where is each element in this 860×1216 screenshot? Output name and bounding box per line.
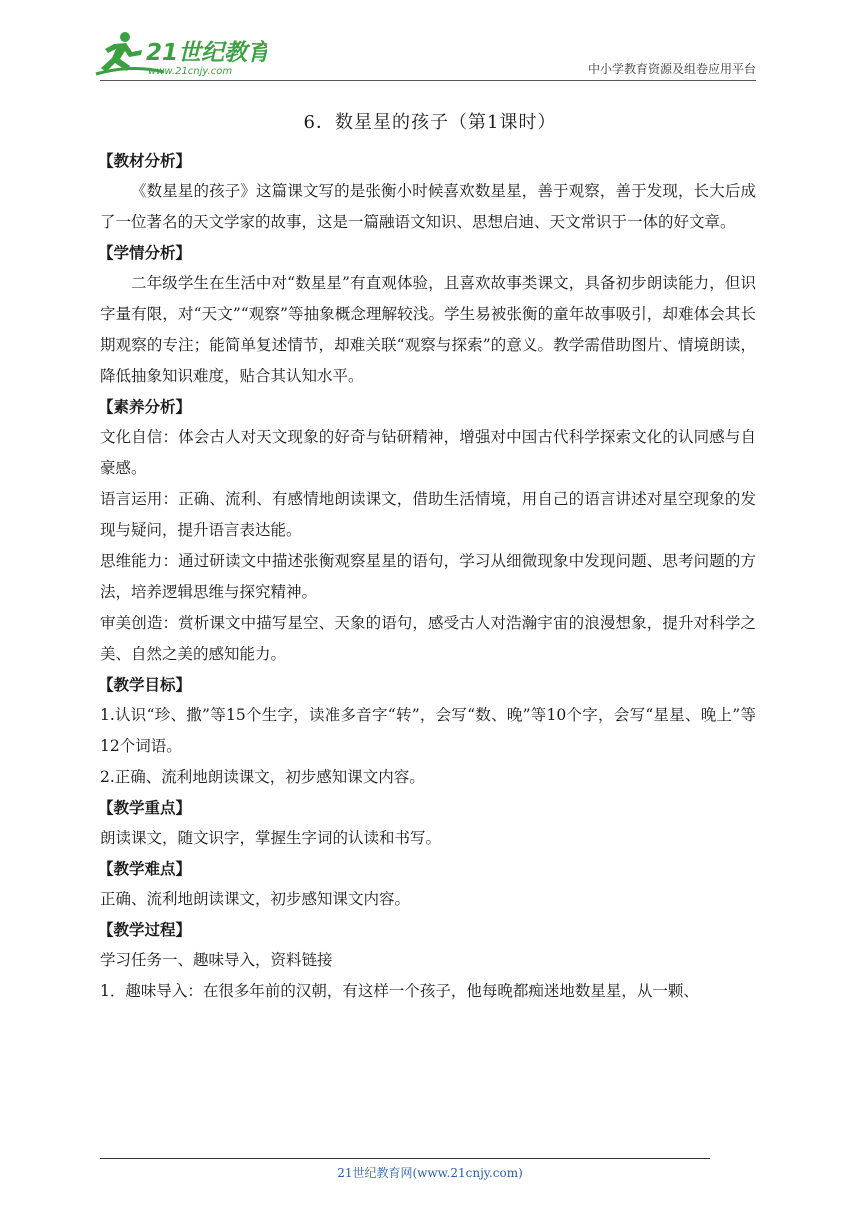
paragraph: 审美创造：赏析课文中描写星空、天象的语句，感受古人对浩瀚宇宙的浪漫想象，提升对科学之美、自然之美的感知能力。 bbox=[100, 614, 756, 663]
footer-divider bbox=[100, 1158, 710, 1159]
site-logo bbox=[92, 28, 267, 78]
paragraph: 二年级学生在生活中对“数星星”有直观体验，且喜欢故事类课文，具备初步朗读能力，但识字量有限，对“天文”“观察”等抽象概念理解较浅。学生易被张衡的童年故事吸引，却难体会其长期观察的专注；能简单复述情节，却难关联“观察与探索”的意义。教学需借助图片、情境朗读，降低抽象知识难度，贴合其认知水平。 bbox=[100, 274, 756, 385]
platform-name: 中小学教育资源及组卷应用平台 bbox=[587, 62, 756, 76]
header-divider bbox=[100, 80, 756, 81]
section-heading-material: 【教材分析】 bbox=[98, 152, 192, 170]
svg-text:www.21cnjy.com: www.21cnjy.com bbox=[148, 66, 233, 77]
svg-text:21世纪教育: 21世纪教育 bbox=[146, 40, 267, 66]
section-heading-process: 【教学过程】 bbox=[98, 921, 192, 939]
paragraph: 文化自信：体会古人对天文现象的好奇与钻研精神，增强对中国古代科学探索文化的认同感与自豪感。 bbox=[100, 428, 756, 477]
paragraph: 《数星星的孩子》这篇课文写的是张衡小时候喜欢数星星，善于观察，善于发现，长大后成了一位著名的天文学家的故事，这是一篇融语文知识、思想启迪、天文常识于一体的好文章。 bbox=[100, 182, 756, 231]
section-heading-objectives: 【教学目标】 bbox=[98, 676, 192, 694]
lesson-content bbox=[100, 146, 756, 1007]
page-title: 6．数星星的孩子（第1课时） bbox=[303, 112, 557, 133]
page-header bbox=[0, 0, 860, 84]
section-heading-students: 【学情分析】 bbox=[98, 244, 192, 262]
paragraph: 语言运用：正确、流利、有感情地朗读课文，借助生活情境，用自己的语言讲述对星空现象的发现与疑问，提升语言表达能。 bbox=[100, 490, 756, 539]
paragraph: 1.认识“珍、撒”等15个生字，读准多音字“转”，会写“数、晚”等10个字，会写“星星、晚上”等12个词语。 bbox=[100, 706, 756, 755]
paragraph: 朗读课文，随文识字，掌握生字词的认读和书写。 bbox=[100, 829, 442, 847]
runner-logo-icon bbox=[92, 28, 267, 78]
page-footer[interactable]: 21世纪教育网(www.21cnjy.com) bbox=[337, 1166, 523, 1180]
section-heading-key-points: 【教学重点】 bbox=[98, 799, 192, 817]
paragraph: 2.正确、流利地朗读课文，初步感知课文内容。 bbox=[100, 768, 425, 786]
paragraph: 正确、流利地朗读课文，初步感知课文内容。 bbox=[100, 890, 411, 908]
paragraph: 思维能力：通过研读文中描述张衡观察星星的语句，学习从细微现象中发现问题、思考问题的方法，培养逻辑思维与探究精神。 bbox=[100, 552, 756, 601]
paragraph: 学习任务一、趣味导入，资料链接 bbox=[100, 951, 333, 969]
section-heading-literacy: 【素养分析】 bbox=[98, 398, 192, 416]
section-heading-difficulties: 【教学难点】 bbox=[98, 860, 192, 878]
paragraph: 1．趣味导入：在很多年前的汉朝，有这样一个孩子，他每晚都痴迷地数星星，从一颗、 bbox=[100, 982, 699, 1000]
